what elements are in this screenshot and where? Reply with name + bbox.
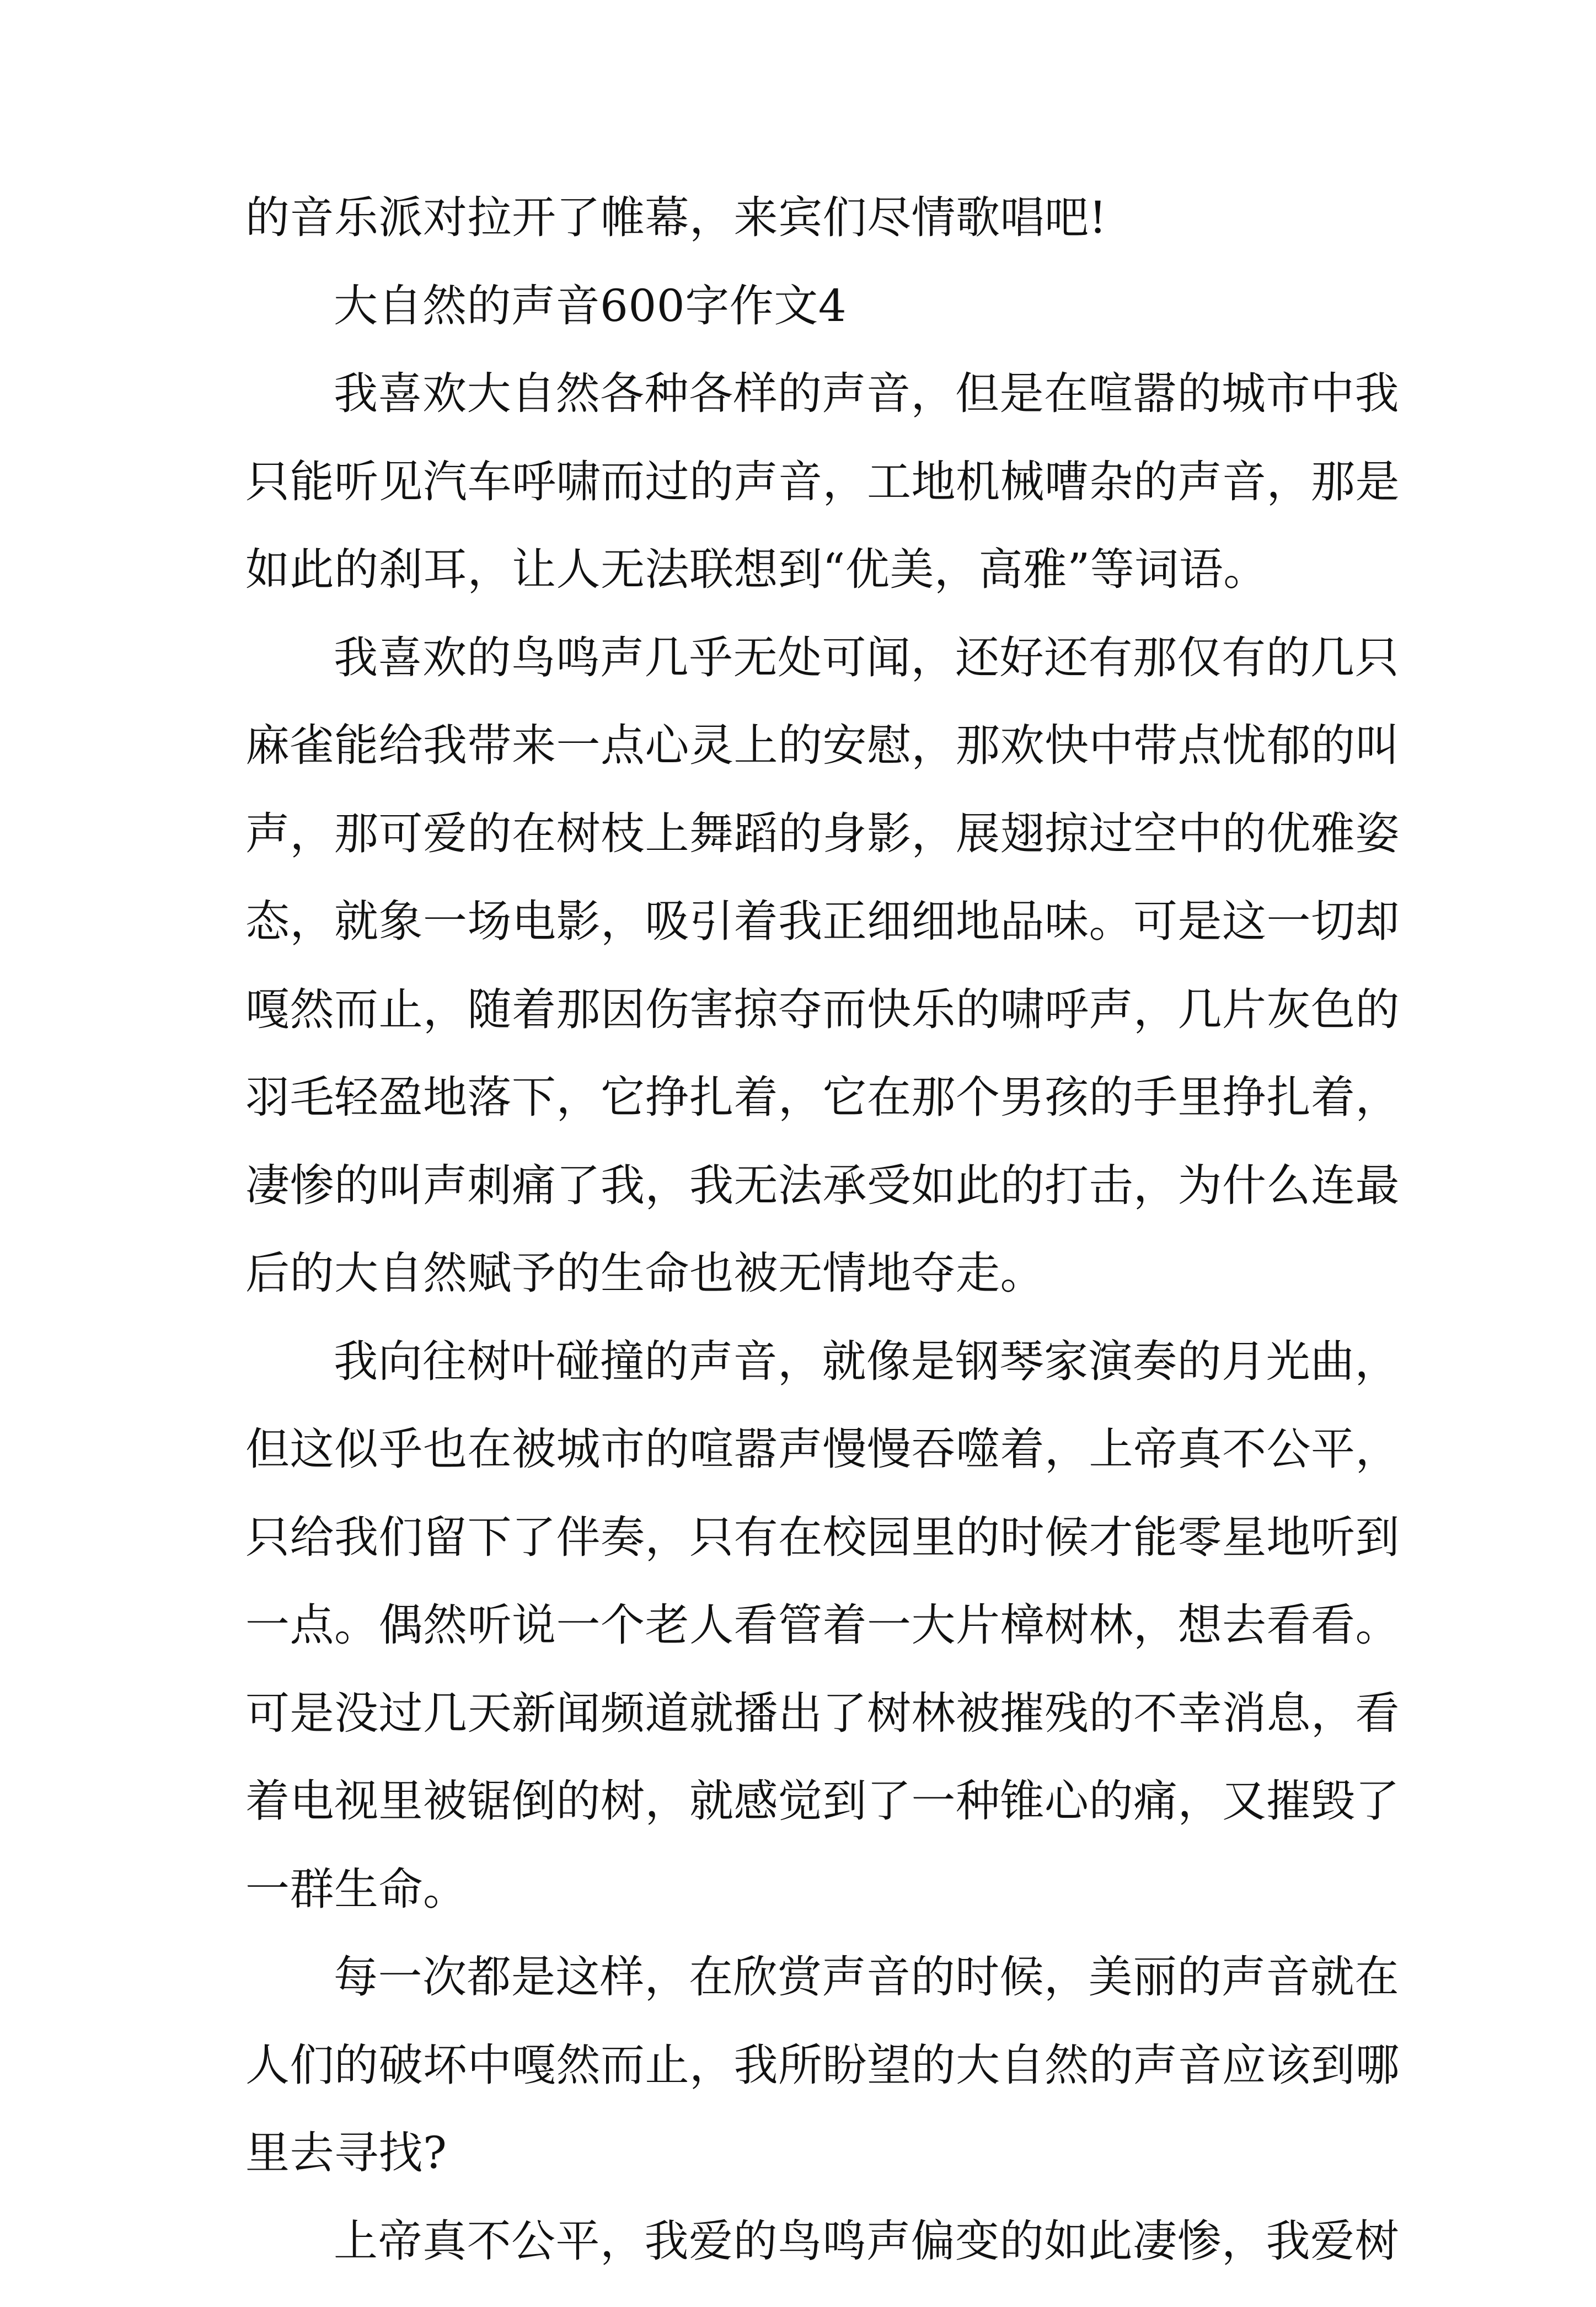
text-line: 声，那可爱的在树枝上舞蹈的身影，展翅掠过空中的优雅姿 (245, 807, 1400, 859)
text-line: 只能听见汽车呼啸而过的声音，工地机械嘈杂的声音，那是 (245, 456, 1400, 507)
text-line: 我喜欢大自然各种各样的声音，但是在喧嚣的城市中我 (334, 368, 1399, 419)
text-line: 上帝真不公平，我爱的鸟鸣声偏变的如此凄惨，我爱树 (334, 2215, 1399, 2267)
text-line: 嘎然而止，随着那因伤害掠夺而快乐的啸呼声，几片灰色的 (245, 983, 1400, 1035)
text-line: 我喜欢的鸟鸣声几乎无处可闻，还好还有那仅有的几只 (334, 631, 1399, 683)
essay-heading: 大自然的声音600字作文4 (334, 280, 847, 331)
document-page (245, 192, 1400, 2307)
text-line: 里去寻找? (245, 2127, 447, 2178)
text-line: 每一次都是这样，在欣赏声音的时候，美丽的声音就在 (334, 1951, 1399, 2003)
text-line: 态，就象一场电影，吸引着我正细细地品味。可是这一切却 (245, 896, 1400, 947)
text-line: 人们的破坏中嘎然而止，我所盼望的大自然的声音应该到哪 (245, 2039, 1400, 2091)
text-line: 凄惨的叫声刺痛了我，我无法承受如此的打击，为什么连最 (245, 1159, 1400, 1211)
text-line: 一群生命。 (245, 1863, 468, 1915)
text-line: 羽毛轻盈地落下，它挣扎着，它在那个男孩的手里挣扎着， (245, 1072, 1400, 1123)
text-line: 可是没过几天新闻频道就播出了树林被摧残的不幸消息，看 (245, 1687, 1400, 1739)
text-line: 一点。偶然听说一个老人看管着一大片樟树林，想去看看。 (245, 1599, 1400, 1651)
text-line: 但这似乎也在被城市的喧嚣声慢慢吞噬着，上帝真不公平， (245, 1423, 1400, 1475)
text-line: 着电视里被锯倒的树，就感觉到了一种锥心的痛，又摧毁了 (245, 1775, 1400, 1827)
text-line: 的音乐派对拉开了帷幕，来宾们尽情歌唱吧! (245, 192, 1107, 243)
text-line: 只给我们留下了伴奏，只有在校园里的时候才能零星地听到 (245, 1511, 1400, 1563)
text-line: 后的大自然赋予的生命也被无情地夺走。 (245, 1248, 1045, 1299)
text-line: 麻雀能给我带来一点心灵上的安慰，那欢快中带点忧郁的叫 (245, 720, 1400, 771)
text-line: 我向往树叶碰撞的声音，就像是钢琴家演奏的月光曲， (334, 1335, 1399, 1387)
text-line: 如此的刹耳，让人无法联想到“优美，高雅”等词语。 (245, 544, 1268, 595)
